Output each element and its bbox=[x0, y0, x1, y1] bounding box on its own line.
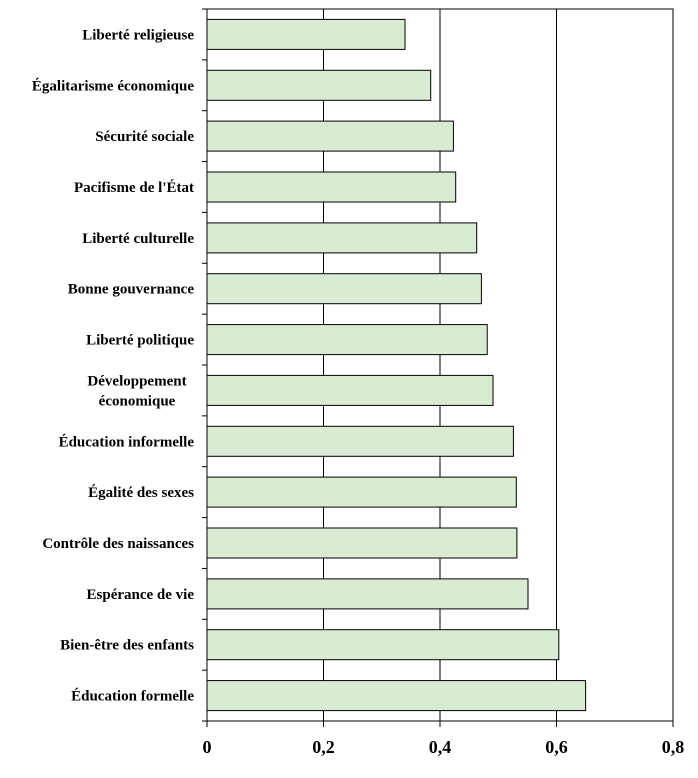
category-label-6: Liberté politique bbox=[86, 332, 194, 349]
bar-3 bbox=[207, 172, 456, 202]
category-label-8: Éducation informelle bbox=[58, 434, 194, 451]
bar-9 bbox=[207, 477, 516, 507]
category-label-5: Bonne gouvernance bbox=[67, 281, 194, 298]
category-label-1: Égalitarisme économique bbox=[31, 78, 194, 95]
bar-7 bbox=[207, 375, 493, 405]
category-label-3: Pacifisme de l'État bbox=[74, 180, 194, 196]
category-label-9: Égalité des sexes bbox=[88, 485, 194, 502]
bar-11 bbox=[207, 579, 528, 609]
category-label-0: Liberté religieuse bbox=[82, 27, 194, 44]
bar-10 bbox=[207, 528, 517, 558]
category-labels bbox=[32, 27, 194, 704]
x-tick-label-3: 0,6 bbox=[545, 737, 568, 757]
category-label-12: Bien-être des enfants bbox=[60, 637, 194, 654]
bar-6 bbox=[207, 325, 487, 355]
bar-4 bbox=[207, 223, 477, 253]
x-tick-label-4: 0,8 bbox=[661, 737, 685, 757]
category-label-13: Éducation formelle bbox=[71, 688, 194, 705]
category-label-7: Développement économique bbox=[87, 373, 187, 410]
bar-2 bbox=[207, 121, 453, 151]
bar-5 bbox=[207, 274, 481, 304]
x-tick-label-1: 0,2 bbox=[312, 737, 335, 757]
bar-12 bbox=[207, 630, 559, 660]
gridlines bbox=[324, 9, 557, 721]
bar-1 bbox=[207, 70, 431, 100]
category-label-11: Espérance de vie bbox=[86, 586, 194, 603]
category-label-10: Contrôle des naissances bbox=[42, 536, 194, 552]
category-label-4: Liberté culturelle bbox=[82, 230, 194, 247]
x-tick-label-2: 0,4 bbox=[428, 737, 452, 757]
category-label-2: Sécurité sociale bbox=[95, 129, 194, 146]
bar-13 bbox=[207, 681, 586, 711]
x-axis-ticks bbox=[203, 737, 685, 757]
plot-frame bbox=[202, 9, 673, 727]
x-tick-label-0: 0 bbox=[202, 737, 212, 757]
bar-0 bbox=[207, 19, 405, 49]
bars bbox=[207, 19, 586, 710]
bar-8 bbox=[207, 426, 513, 456]
